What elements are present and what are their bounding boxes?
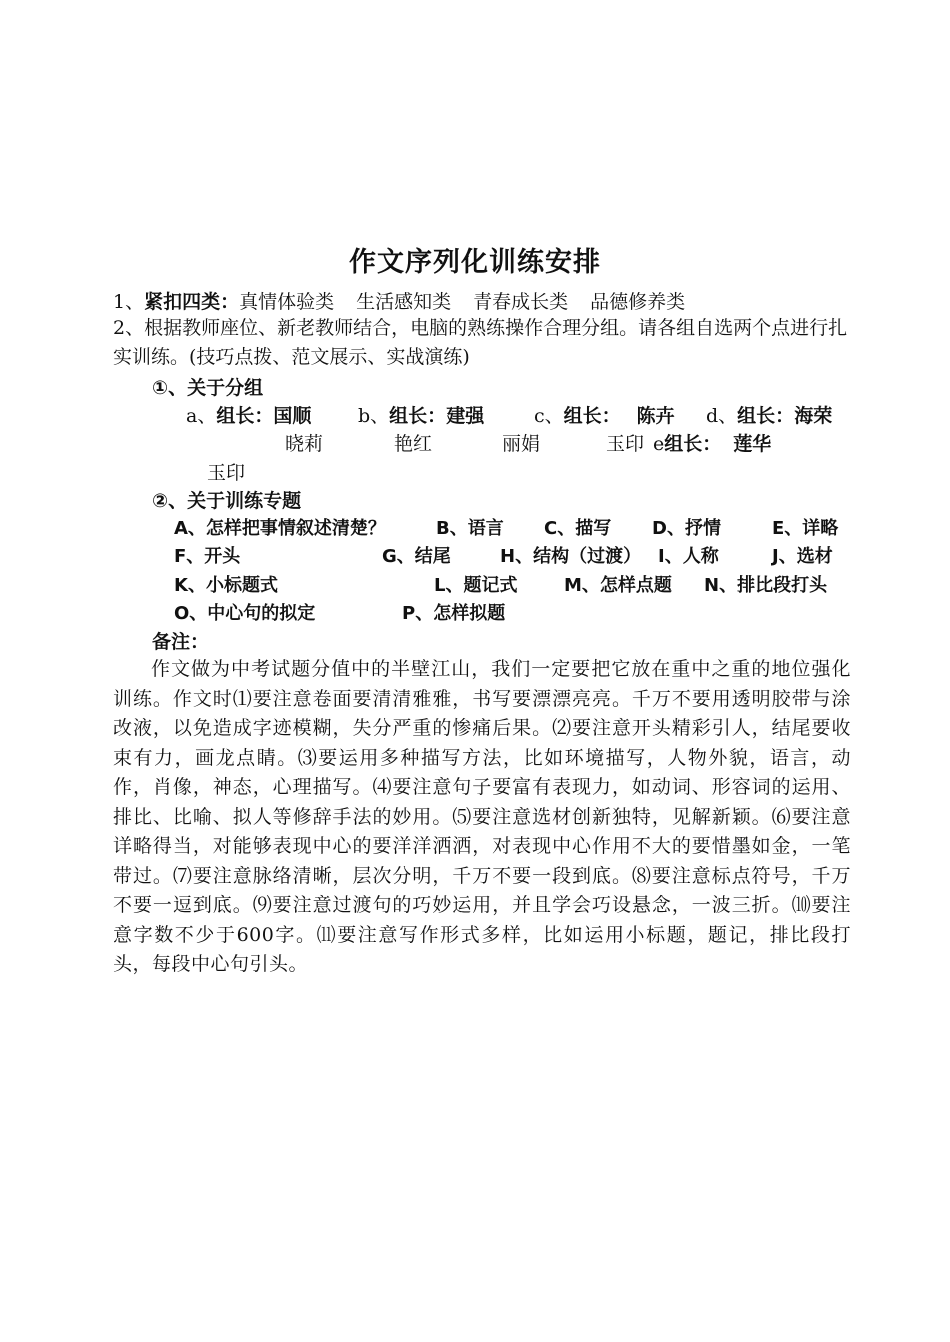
group-d [706,402,832,430]
group-leader-label: 组长： [389,405,447,427]
topic-item: A、怎样把事情叙述清楚？ [174,518,386,539]
topic-item: G、结尾 [382,546,451,567]
group-b [358,402,484,430]
topic-item: K、小标题式 [174,575,278,596]
group-a [186,402,311,430]
item1-heading: 紧扣四类： [144,291,240,313]
group-leader-label: 组长： [563,405,621,427]
section2-heading: ②、关于训练专题 [152,490,302,512]
group-letter: e [653,433,665,455]
group-a-member: 晓莉 [285,433,324,455]
topic-item: P、怎样拟题 [402,603,506,624]
topic-item: M、怎样点题 [564,575,672,596]
topic-item: I、人称 [658,546,719,567]
topic-item: E、详略 [772,518,839,539]
section1-heading: ①、关于分组 [152,377,264,399]
group-letter: b、 [358,405,390,427]
group-leader-label: 组长： [737,405,795,427]
document-title: 作文序列化训练安排 [349,247,601,278]
group-leader-label: 组长： [664,433,722,455]
category-item: 青春成长类 [473,291,569,313]
topic-item: L、题记式 [434,575,518,596]
topic-item: C、描写 [544,518,612,539]
topic-item: B、语言 [436,518,504,539]
group-leader: 陈卉 [636,405,675,427]
group-c [534,402,675,430]
topic-item: O、中心句的拟定 [174,603,316,624]
item1-prefix: 1、 [113,291,145,313]
group-e-member: 玉印 [207,462,246,484]
group-letter: c、 [534,405,564,427]
group-leader: 莲华 [733,433,772,455]
note-heading: 备注： [152,631,210,653]
group-leader: 海荣 [794,405,833,427]
category-item: 生活感知类 [356,291,452,313]
group-leader: 建强 [446,405,485,427]
group-leader-label: 组长： [216,405,274,427]
group-e [653,430,771,458]
group-d-member: 玉印 [606,433,645,455]
topic-item: J、选材 [772,546,833,567]
group-leader: 国顺 [273,405,312,427]
note-paragraph: 作文做为中考试题分值中的半壁江山，我们一定要把它放在重中之重的地位强化训练。作文时⑴要注意卷面要清清雅雅，书写要漂漂亮亮。千万不要用透明胶带与涂改液，以免造成字迹模糊，失分严重的惨痛后果。⑵要注意开头精彩引人，结尾要收束有力，画龙点睛。⑶要运用多种描写方法，比如环境描写，人物外貌，语言，动作，肖像，神态，心理描写。⑷要注意句子要富有表现力，如动词、形容词的运用、排比、比喻、拟人等修辞手法的妙用。⑸要注意选材创新独特，见解新颖。⑹要注意详略得当，对能够表现中心的要洋洋洒洒，对表现中心作用不大的要惜墨如金，一笔带过。⑺要注意脉络清晰，层次分明，千万不要一段到底。⑻要注意标点符号，千万不要一逗到底。⑼要注意过渡句的巧妙运用，并且学会巧设悬念，一波三折。⑽要注意字数不少于600字。⑾要注意写作形式多样，比如运用小标题，题记，排比段打头，每段中心句引头。 [113,658,851,975]
group-letter: d、 [706,405,738,427]
topic-item: D、抒情 [652,518,721,539]
item2-paragraph: 2、根据教师座位、新老教师结合，电脑的熟练操作合理分组。请各组自选两个点进行扎实训练。(技巧点拨、范文展示、实战演练) [113,317,848,368]
group-letter: a、 [186,405,217,427]
topic-item: H、结构（过渡） [500,546,642,567]
category-item: 真情体验类 [239,291,335,313]
item1-line [113,288,707,316]
topic-item: N、排比段打头 [704,575,828,596]
category-item: 品德修养类 [590,291,686,313]
group-b-member: 艳红 [394,433,433,455]
group-c-member: 丽娟 [502,433,541,455]
topic-item: F、开头 [174,546,241,567]
